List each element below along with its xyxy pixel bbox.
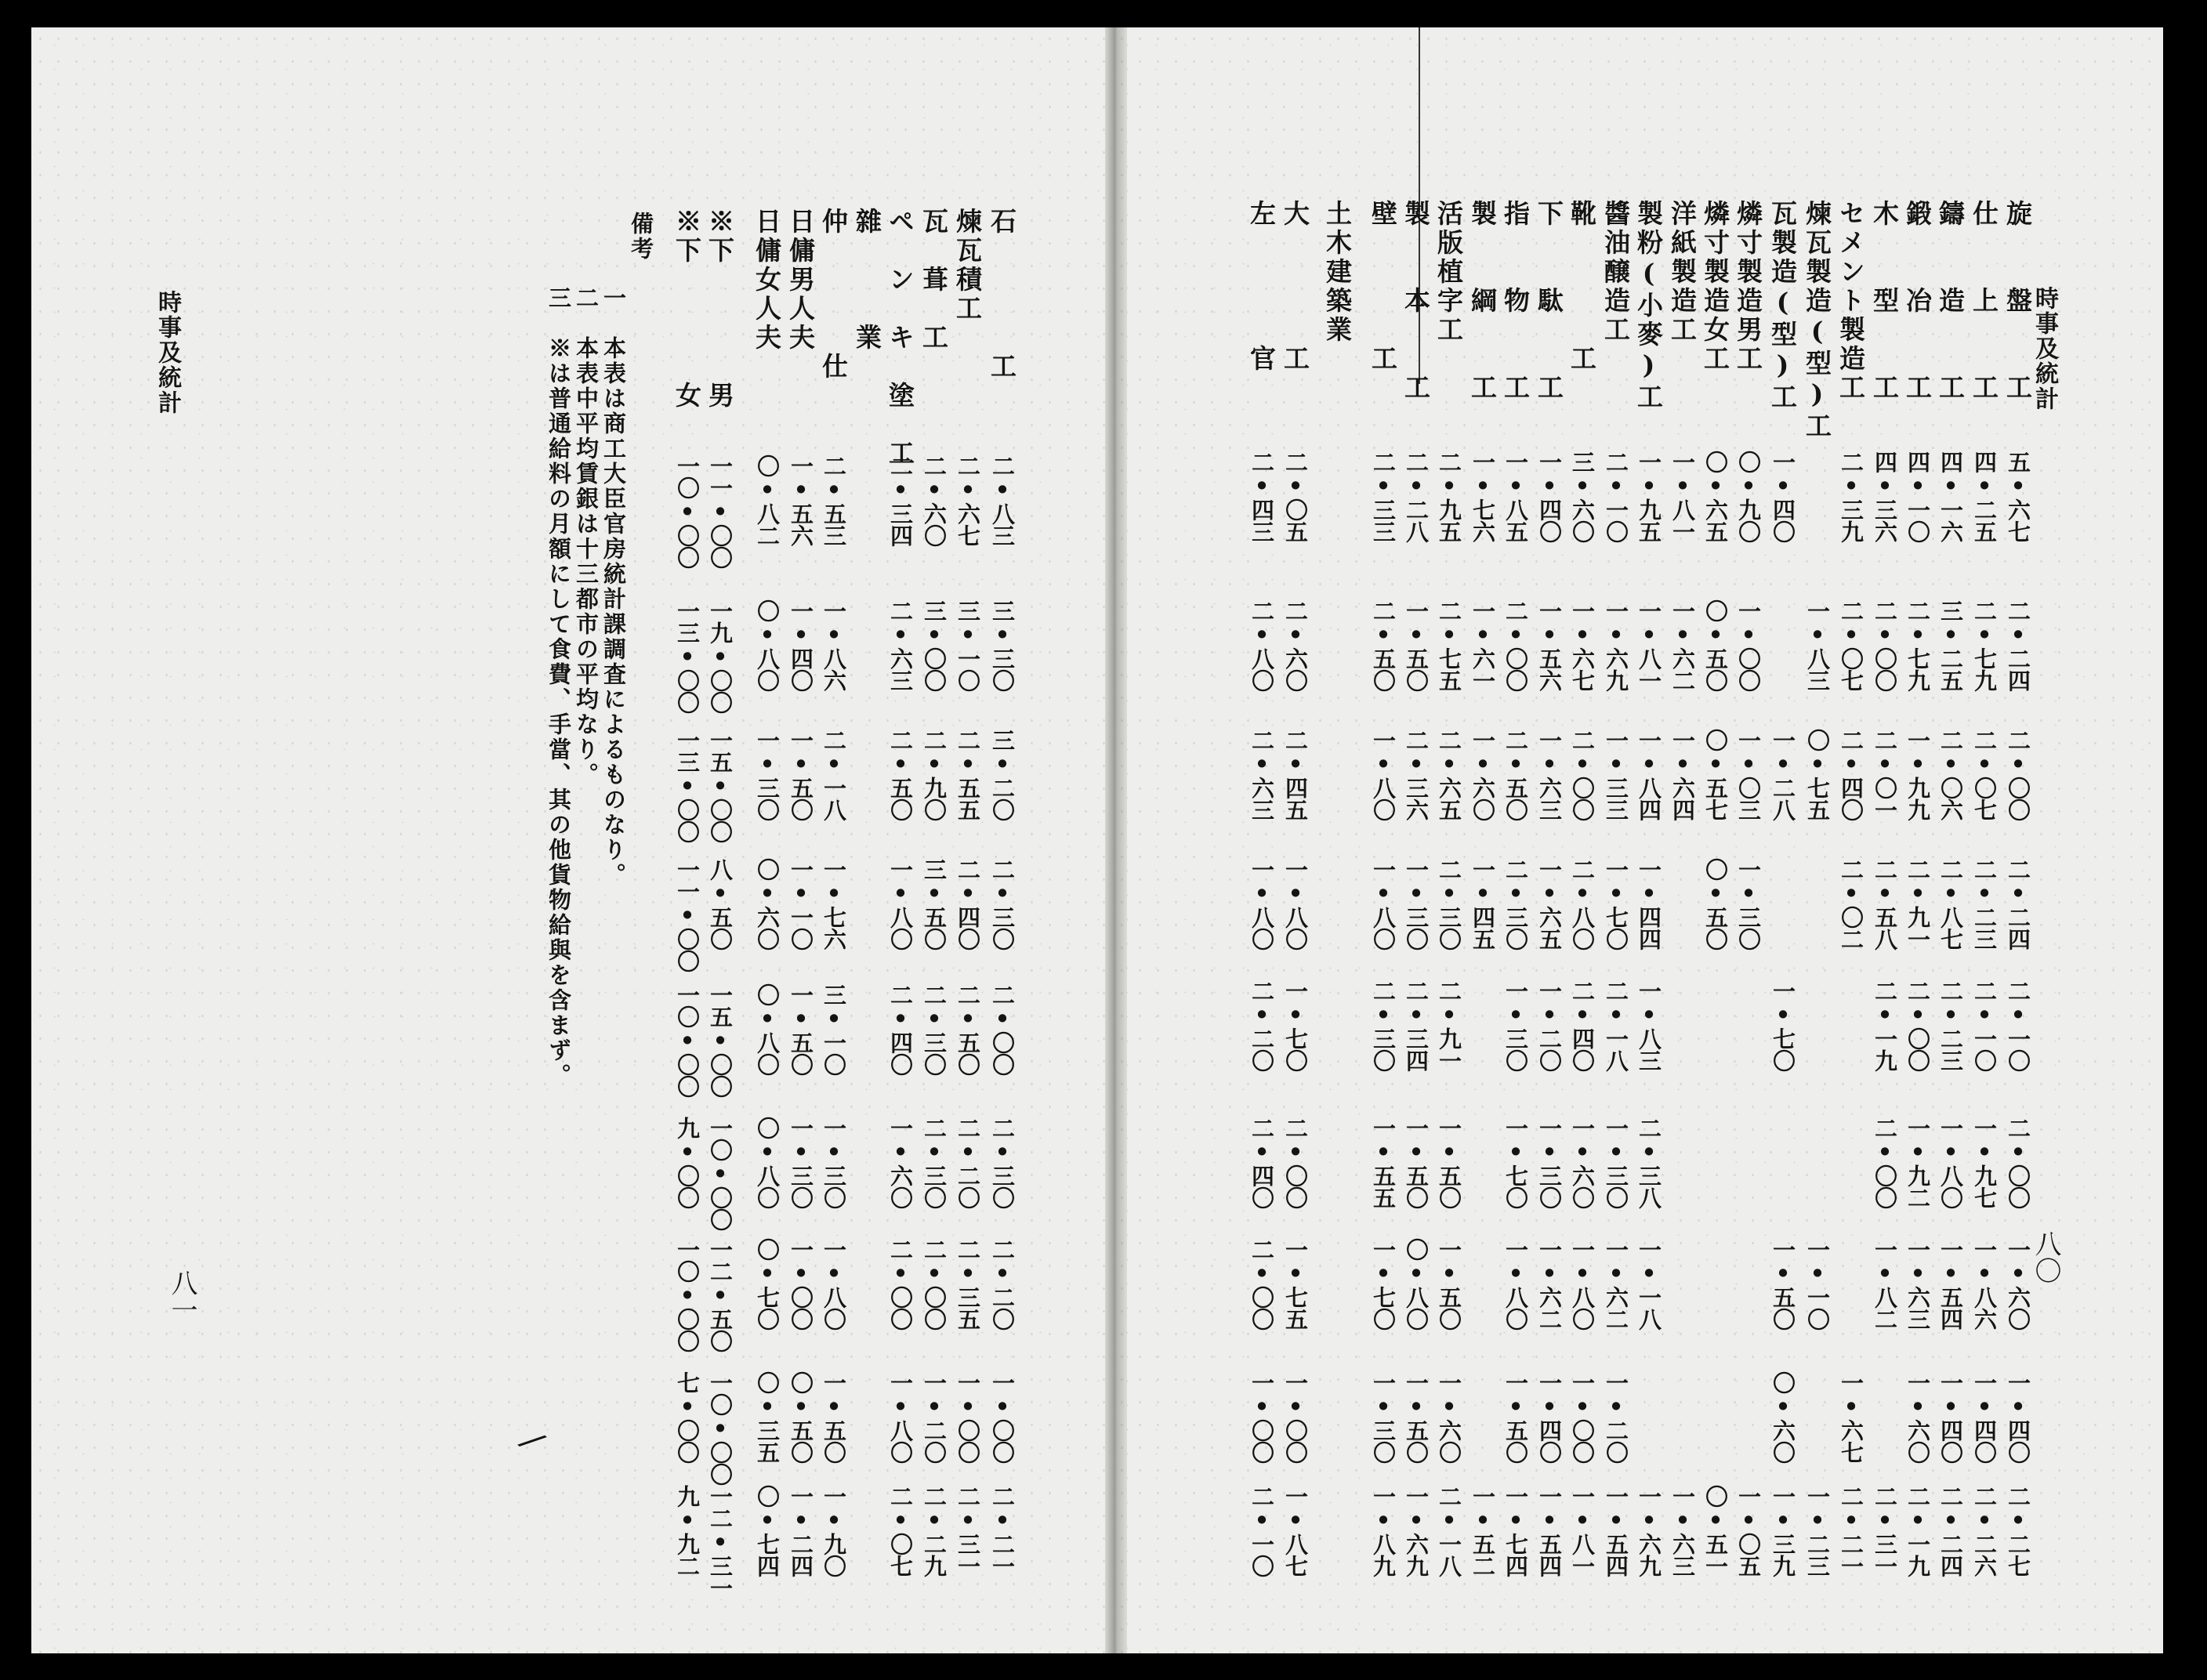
right-cell: 一•七〇 — [1603, 858, 1629, 950]
right-cell: 二•二七 — [2005, 1485, 2031, 1577]
left-cell: 三•〇〇 — [921, 599, 948, 691]
right-cell: 二•二六 — [1971, 1485, 1998, 1577]
right-cell: 二•〇〇 — [1872, 599, 1898, 691]
left-cell: 三•一〇 — [821, 983, 847, 1075]
left-cell: 一一•〇〇 — [674, 858, 701, 972]
right-cell: 一•三三 — [1603, 729, 1629, 820]
right-cell: 一•六九 — [1636, 1485, 1662, 1577]
left-cell: 一•三〇 — [821, 1117, 847, 1208]
left-cell: 一•八六 — [821, 599, 847, 691]
right-cell: 二•二四 — [2005, 599, 2031, 691]
right-cell: 二•八七 — [1937, 858, 1964, 950]
right-cell: 二•一〇 — [1603, 451, 1629, 542]
left-cell: 一•五〇 — [821, 1371, 847, 1463]
right-cell: 二•九五 — [1436, 451, 1462, 542]
right-cell: 一•八〇 — [1282, 858, 1309, 950]
right-cell: 一•六五 — [1536, 858, 1563, 950]
right-cell: 二•一九 — [1872, 979, 1898, 1071]
right-cell: 一•六二 — [1536, 1238, 1563, 1330]
left-cell: 二•三一 — [955, 1485, 981, 1577]
left-cell: 一•五〇 — [788, 983, 814, 1075]
right-cell: 二•五八 — [1872, 858, 1898, 950]
right-cell: 一•八〇 — [1502, 1238, 1529, 1330]
right-cell: 一•七六 — [1470, 451, 1496, 542]
right-row-label: 鑄 造 工 — [1935, 200, 1966, 403]
left-cell: 〇•五〇 — [788, 1371, 814, 1463]
right-cell: 三•六〇 — [1569, 451, 1596, 542]
left-cell: 一〇•〇〇 — [674, 454, 701, 568]
left-cell: 〇•八〇 — [754, 599, 781, 691]
left-cell: 二•三五 — [955, 1238, 981, 1330]
right-cell: 一•五五 — [1370, 1117, 1397, 1208]
right-cell: 二•二四 — [2005, 858, 2031, 950]
left-row-label: 瓦 葺 工 — [919, 208, 949, 353]
right-cell: 二•四五 — [1282, 729, 1309, 820]
left-cell: 一〇•〇〇 — [707, 1117, 734, 1230]
left-cell: 九•九二 — [674, 1485, 701, 1577]
left-cell: 一•三〇 — [754, 729, 781, 820]
right-cell: 二•三三 — [1370, 451, 1397, 542]
left-cell: 一•五〇 — [788, 729, 814, 820]
right-cell: 一•三〇 — [1403, 858, 1430, 950]
right-cell: 一•六二 — [1603, 1238, 1629, 1330]
right-cell: 〇•六五 — [1702, 451, 1729, 542]
right-cell: 一•三〇 — [1536, 1117, 1563, 1208]
left-cell: 二•二一 — [989, 1485, 1016, 1577]
left-cell: 一•〇〇 — [989, 1371, 1016, 1463]
right-cell: 一•八〇 — [1248, 858, 1275, 950]
right-cell: 〇•九〇 — [1735, 451, 1762, 542]
right-cell: 一•六〇 — [1470, 729, 1496, 820]
right-cell: 一•四〇 — [1770, 451, 1796, 542]
right-cell: 二•二四 — [1937, 1485, 1964, 1577]
right-cell: 一•三九 — [1770, 1485, 1796, 1577]
book-spread — [31, 27, 2163, 1653]
left-cell: 二•二〇 — [955, 1117, 981, 1208]
right-cell: 一•〇五 — [1735, 1485, 1762, 1577]
right-cell: 一•六九 — [1403, 1485, 1430, 1577]
right-cell: 〇•五一 — [1702, 1485, 1729, 1577]
left-cell: 七•〇〇 — [674, 1371, 701, 1463]
right-cell: 二•一八 — [1436, 1485, 1462, 1577]
right-cell: 二•〇〇 — [1282, 1117, 1309, 1208]
right-row-label: 煉瓦製造(型)工 — [1802, 200, 1832, 441]
left-cell: 二•二九 — [921, 1485, 948, 1577]
book-gutter — [1105, 27, 1127, 1653]
right-cell: 二•〇〇 — [1569, 729, 1596, 820]
right-cell: 一•六三 — [1536, 729, 1563, 820]
right-cell: 一•八〇 — [1370, 858, 1397, 950]
left-row-label: 仲 仕 — [818, 208, 849, 382]
right-cell: 一•八二 — [1872, 1238, 1898, 1330]
right-cell: 二•三〇 — [1436, 858, 1462, 950]
left-row-label: ※下 女 — [672, 208, 702, 411]
right-cell: 一•五〇 — [1403, 1371, 1430, 1463]
right-cell: 〇•五〇 — [1702, 858, 1729, 950]
left-cell: 三•三〇 — [989, 599, 1016, 691]
left-cell: 二•五五 — [955, 729, 981, 820]
right-cell: 一•五四 — [1536, 1485, 1563, 1577]
right-cell: 一•四〇 — [1536, 1371, 1563, 1463]
left-cell: 一•八〇 — [887, 858, 914, 950]
right-cell: 一•二八 — [1770, 729, 1796, 820]
left-cell: 二•六三 — [887, 599, 914, 691]
right-cell: 二•〇五 — [1282, 451, 1309, 542]
left-cell: 三•一〇 — [955, 599, 981, 691]
right-cell: 一•五〇 — [1770, 1238, 1796, 1330]
right-cell: 一•〇〇 — [1282, 1371, 1309, 1463]
right-cell: 二•三〇 — [1502, 858, 1529, 950]
right-cell: 二•八〇 — [1569, 858, 1596, 950]
right-cell: 二•〇〇 — [2005, 1117, 2031, 1208]
right-cell: 二•九一 — [1904, 858, 1931, 950]
right-cell: 一•六〇 — [2005, 1238, 2031, 1330]
right-cell: 二•五〇 — [1370, 599, 1397, 691]
right-cell: 一•八〇 — [1937, 1117, 1964, 1208]
right-cell: 二•一〇 — [2005, 979, 2031, 1071]
right-row-label: 製 綱 工 — [1467, 200, 1498, 403]
left-cell: 一•五六 — [788, 454, 814, 546]
left-cell: 二•九〇 — [921, 729, 948, 820]
left-cell: 一〇•〇〇 — [674, 1238, 701, 1352]
right-row-label: 鍛 冶 工 — [1902, 200, 1933, 403]
right-cell: 四•三六 — [1872, 451, 1898, 542]
right-cell: 一•六〇 — [1569, 1117, 1596, 1208]
right-cell: 四•一〇 — [1904, 451, 1931, 542]
right-cell: 二•六五 — [1436, 729, 1462, 820]
left-cell: 一三•〇〇 — [674, 599, 701, 713]
right-cell: 〇•八〇 — [1403, 1238, 1430, 1330]
left-cell: 一二•三一 — [707, 1485, 734, 1599]
right-row-label: 活版植字工 — [1433, 200, 1464, 345]
right-cell: 一•五六 — [1536, 599, 1563, 691]
left-row-label: ※下 男 — [705, 208, 735, 411]
right-cell: 一•九五 — [1636, 451, 1662, 542]
right-cell: 一•一〇 — [1804, 1238, 1831, 1330]
right-cell: 一•八一 — [1636, 599, 1662, 691]
right-cell: 二•六三 — [1248, 729, 1275, 820]
left-row-label: ペ ン キ 塗 工 — [885, 208, 915, 469]
right-row-label: 旋 盤 工 — [2002, 200, 2033, 403]
right-cell: 一•二〇 — [1536, 979, 1563, 1071]
right-cell: 一•八九 — [1370, 1485, 1397, 1577]
left-cell: 一二•五〇 — [707, 1238, 734, 1352]
left-cell: 二•八三 — [989, 454, 1016, 546]
right-cell: 一•五〇 — [1502, 1371, 1529, 1463]
left-cell: 二•五三 — [821, 454, 847, 546]
left-cell: 一•一〇 — [788, 858, 814, 950]
right-cell: 二•三九 — [1838, 451, 1865, 542]
right-cell: 二•七九 — [1904, 599, 1931, 691]
right-cell: 一•二三 — [1804, 1485, 1831, 1577]
right-cell: 一•七〇 — [1770, 979, 1796, 1071]
left-page-number: 八一 — [166, 1269, 198, 1323]
right-cell: 一•〇三 — [1735, 729, 1762, 820]
right-cell: 二•四三 — [1248, 451, 1275, 542]
right-cell: 二•三六 — [1403, 729, 1430, 820]
right-page-number: 八〇 — [2030, 1230, 2061, 1284]
right-cell: 一•六〇 — [1904, 1371, 1931, 1463]
left-cell: 一九•〇〇 — [707, 599, 734, 713]
right-cell: 一•八五 — [1502, 451, 1529, 542]
right-cell: 一•三〇 — [1603, 1117, 1629, 1208]
left-cell: 九•〇〇 — [674, 1117, 701, 1208]
left-cell: 〇•七四 — [754, 1485, 781, 1577]
right-cell: 一•八〇 — [1370, 729, 1397, 820]
right-cell: 一•五二 — [1470, 1485, 1496, 1577]
right-row-label: 燐寸製造男工 — [1733, 200, 1763, 374]
left-cell: 二•四〇 — [887, 983, 914, 1075]
left-cell: 三•五〇 — [921, 858, 948, 950]
left-cell: 一•八〇 — [887, 1371, 914, 1463]
right-cell: 二•〇〇 — [1904, 979, 1931, 1071]
right-cell: 一•五〇 — [1403, 1117, 1430, 1208]
left-cell: 二•〇〇 — [989, 983, 1016, 1075]
right-row-label: 左 官 — [1246, 200, 1277, 374]
right-cell: 三•二五 — [1937, 599, 1964, 691]
right-row-label: 仕 上 工 — [1969, 200, 1999, 403]
left-cell: 一•二〇 — [921, 1371, 948, 1463]
right-cell: 二•一〇 — [1248, 1485, 1275, 1577]
right-cell: 二•二一 — [1838, 1485, 1865, 1577]
right-cell: 二•四〇 — [1838, 729, 1865, 820]
left-row-label: 煉瓦積工 — [952, 208, 983, 324]
left-cell: 三•二〇 — [989, 729, 1016, 820]
right-row-label: 燐寸製造女工 — [1700, 200, 1730, 374]
right-cell: 一•六三 — [1669, 1485, 1696, 1577]
right-running-header: 時事及統計 — [2031, 286, 2058, 411]
right-cell: 一•七四 — [1502, 1485, 1529, 1577]
right-cell: 一•五〇 — [1436, 1238, 1462, 1330]
right-cell: 一•八六 — [1971, 1238, 1998, 1330]
right-cell: 一•一八 — [1636, 1238, 1662, 1330]
right-row-label: 指 物 工 — [1500, 200, 1531, 403]
right-cell: 二•七五 — [1436, 599, 1462, 691]
left-cell: 〇•六〇 — [754, 858, 781, 950]
right-cell: 一•八三 — [1636, 979, 1662, 1071]
right-cell: 一•五四 — [1603, 1485, 1629, 1577]
left-cell: 二•〇〇 — [921, 1238, 948, 1330]
right-cell: 一•〇〇 — [1248, 1371, 1275, 1463]
left-cell: 一三•〇〇 — [674, 729, 701, 842]
right-cell: 二•一〇 — [1971, 979, 1998, 1071]
right-row-label: 製粉(小麥)工 — [1633, 200, 1664, 412]
right-row-label: 下 駄 工 — [1534, 200, 1564, 403]
right-cell: 二•〇〇 — [1502, 599, 1529, 691]
left-cell: 二•〇七 — [887, 1485, 914, 1577]
left-row-label: 雜 業 — [852, 208, 882, 353]
right-cell: 一•八四 — [1636, 729, 1662, 820]
right-row-label: セメント製造工 — [1836, 200, 1866, 403]
left-cell: 一五•〇〇 — [707, 983, 734, 1097]
left-cell: 二•三〇 — [921, 1117, 948, 1208]
right-cell: 二•一九 — [1904, 1485, 1931, 1577]
right-cell: 一•五四 — [1937, 1238, 1964, 1330]
left-cell: 一•〇〇 — [788, 1238, 814, 1330]
right-cell: 二•〇二 — [1838, 858, 1865, 950]
right-row-label: 瓦製造(型)工 — [1767, 200, 1798, 412]
right-cell: 一•六七 — [1838, 1371, 1865, 1463]
right-cell: 二•二三 — [1937, 979, 1964, 1071]
right-cell: 二•七九 — [1971, 599, 1998, 691]
right-cell: 一•九二 — [1904, 1117, 1931, 1208]
right-cell: 二•六〇 — [1282, 599, 1309, 691]
right-cell: 〇•六〇 — [1770, 1371, 1796, 1463]
left-cell: 一•三〇 — [788, 1117, 814, 1208]
right-cell: 一•二〇 — [1603, 1371, 1629, 1463]
left-cell: 二•五〇 — [887, 729, 914, 820]
right-row-label: 土木建築業 — [1322, 200, 1353, 345]
right-cell: 四•二五 — [1971, 451, 1998, 542]
left-cell: 二•四〇 — [955, 858, 981, 950]
ink-mark: ⁄ — [517, 1425, 546, 1458]
right-cell: 二•〇〇 — [2005, 729, 2031, 820]
left-cell: 〇•七〇 — [754, 1238, 781, 1330]
note-2: 二 本表中平均賃銀は十三都市の平均なり。 — [573, 286, 600, 788]
left-cell: 一•〇〇 — [955, 1371, 981, 1463]
right-cell: 二•〇七 — [1838, 599, 1865, 691]
right-cell: 二•三四 — [1403, 979, 1430, 1071]
right-cell: 二•一八 — [1603, 979, 1629, 1071]
left-cell: 二•三〇 — [989, 1117, 1016, 1208]
right-cell: 一•六九 — [1603, 599, 1629, 691]
left-row-label: 日傭男人夫 — [785, 208, 816, 353]
right-row-label: 靴 工 — [1567, 200, 1597, 374]
left-cell: 二•三四 — [887, 454, 914, 546]
left-row-label: 日傭女人夫 — [752, 208, 782, 353]
left-cell: 一五•〇〇 — [707, 729, 734, 842]
right-row-label: 木 型 工 — [1869, 200, 1900, 403]
left-cell: 一•八〇 — [821, 1238, 847, 1330]
right-cell: 二•二三 — [1971, 858, 1998, 950]
left-cell: 一•六〇 — [887, 1117, 914, 1208]
right-cell: 一•九七 — [1971, 1117, 1998, 1208]
right-cell: 一•四〇 — [1937, 1371, 1964, 1463]
left-cell: 一•四〇 — [788, 599, 814, 691]
left-cell: 八•五〇 — [707, 858, 734, 950]
left-cell: 二•二〇 — [989, 1238, 1016, 1330]
right-cell: 一•八七 — [1282, 1485, 1309, 1577]
right-cell: 一•七〇 — [1282, 979, 1309, 1071]
right-cell: 二•二〇 — [1248, 979, 1275, 1071]
right-cell: 二•三一 — [1872, 1485, 1898, 1577]
right-cell: 一•三〇 — [1502, 979, 1529, 1071]
right-row-label: 大 工 — [1280, 200, 1310, 374]
right-row-label: 醬油醸造工 — [1600, 200, 1631, 345]
right-cell: 一•八一 — [1669, 451, 1696, 542]
left-cell: 二•〇〇 — [887, 1238, 914, 1330]
left-running-header: 時事及統計 — [154, 290, 181, 415]
right-cell: 一•七〇 — [1502, 1117, 1529, 1208]
left-cell: 二•三〇 — [921, 983, 948, 1075]
right-cell: 一•五〇 — [1403, 599, 1430, 691]
right-cell: 二•二八 — [1403, 451, 1430, 542]
notes-label: 備考 — [628, 212, 654, 262]
right-cell: 二•〇〇 — [1248, 1238, 1275, 1330]
right-cell: 二•九一 — [1436, 979, 1462, 1071]
left-cell: 二•三〇 — [989, 858, 1016, 950]
left-cell: 一•九〇 — [821, 1485, 847, 1577]
right-cell: 五•六七 — [2005, 451, 2031, 542]
left-cell: 二•一八 — [821, 729, 847, 820]
right-cell: 一•三〇 — [1370, 1371, 1397, 1463]
right-cell: 一•四四 — [1636, 858, 1662, 950]
note-1: 一 本表は商工大臣官房統計課調査によるものなり。 — [600, 286, 627, 888]
right-cell: 二•四〇 — [1248, 1117, 1275, 1208]
left-cell: 二•六七 — [955, 454, 981, 546]
right-cell: 一•四五 — [1470, 858, 1496, 950]
right-cell: 〇•七五 — [1804, 729, 1831, 820]
right-cell: 一•六二 — [1669, 599, 1696, 691]
right-cell: 二•四〇 — [1569, 979, 1596, 1071]
right-cell: 一•七五 — [1282, 1238, 1309, 1330]
right-cell: 一•四〇 — [2005, 1371, 2031, 1463]
right-cell: 一•五〇 — [1436, 1117, 1462, 1208]
right-cell: 二•八〇 — [1248, 599, 1275, 691]
left-cell: 一•二四 — [788, 1485, 814, 1577]
note-3: 三 ※は普通給料の月額にして食費、手當、其の他貨物給與を含まず。 — [545, 286, 572, 1088]
right-cell: 二•〇一 — [1872, 729, 1898, 820]
right-cell: 〇•五〇 — [1702, 599, 1729, 691]
right-cell: 四•一六 — [1937, 451, 1964, 542]
left-cell: 〇•八〇 — [754, 1117, 781, 1208]
right-cell: 一•六四 — [1669, 729, 1696, 820]
right-cell: 一•九九 — [1904, 729, 1931, 820]
left-cell: 一•七六 — [821, 858, 847, 950]
right-cell: 一•三〇 — [1735, 858, 1762, 950]
right-cell: 一•四〇 — [1971, 1371, 1998, 1463]
right-cell: 一•四〇 — [1536, 451, 1563, 542]
right-cell: 二•〇六 — [1937, 729, 1964, 820]
right-cell: 二•〇七 — [1971, 729, 1998, 820]
left-cell: 〇•八〇 — [754, 983, 781, 1075]
left-cell: 一〇•〇〇 — [674, 983, 701, 1097]
right-row-label: 製 本 工 — [1401, 200, 1431, 403]
right-cell: 一•六一 — [1470, 599, 1496, 691]
right-cell: 一•〇〇 — [1735, 599, 1762, 691]
left-cell: 〇•三五 — [754, 1371, 781, 1463]
right-cell: 二•三八 — [1636, 1117, 1662, 1208]
right-cell: 二•〇〇 — [1872, 1117, 1898, 1208]
right-cell: 一•八三 — [1804, 599, 1831, 691]
right-cell: 一•八〇 — [1569, 1238, 1596, 1330]
left-cell: 二•六〇 — [921, 454, 948, 546]
right-cell: 一•六〇 — [1436, 1371, 1462, 1463]
left-cell: 一〇•〇〇 — [707, 1371, 734, 1485]
right-cell: 二•三〇 — [1370, 979, 1397, 1071]
right-cell: 一•六三 — [1904, 1238, 1931, 1330]
right-row-label: 壁 工 — [1368, 200, 1398, 374]
right-cell: 〇•五七 — [1702, 729, 1729, 820]
left-cell: 〇•八二 — [754, 454, 781, 546]
right-cell: 一•〇〇 — [1569, 1371, 1596, 1463]
right-cell: 二•五〇 — [1502, 729, 1529, 820]
right-row-label: 洋紙製造工 — [1667, 200, 1698, 345]
right-cell: 一•六七 — [1569, 599, 1596, 691]
left-cell: 一一•〇〇 — [707, 454, 734, 568]
left-row-label: 石 工 — [987, 208, 1017, 382]
right-cell: 一•七〇 — [1370, 1238, 1397, 1330]
right-cell: 一•八一 — [1569, 1485, 1596, 1577]
left-cell: 二•五〇 — [955, 983, 981, 1075]
